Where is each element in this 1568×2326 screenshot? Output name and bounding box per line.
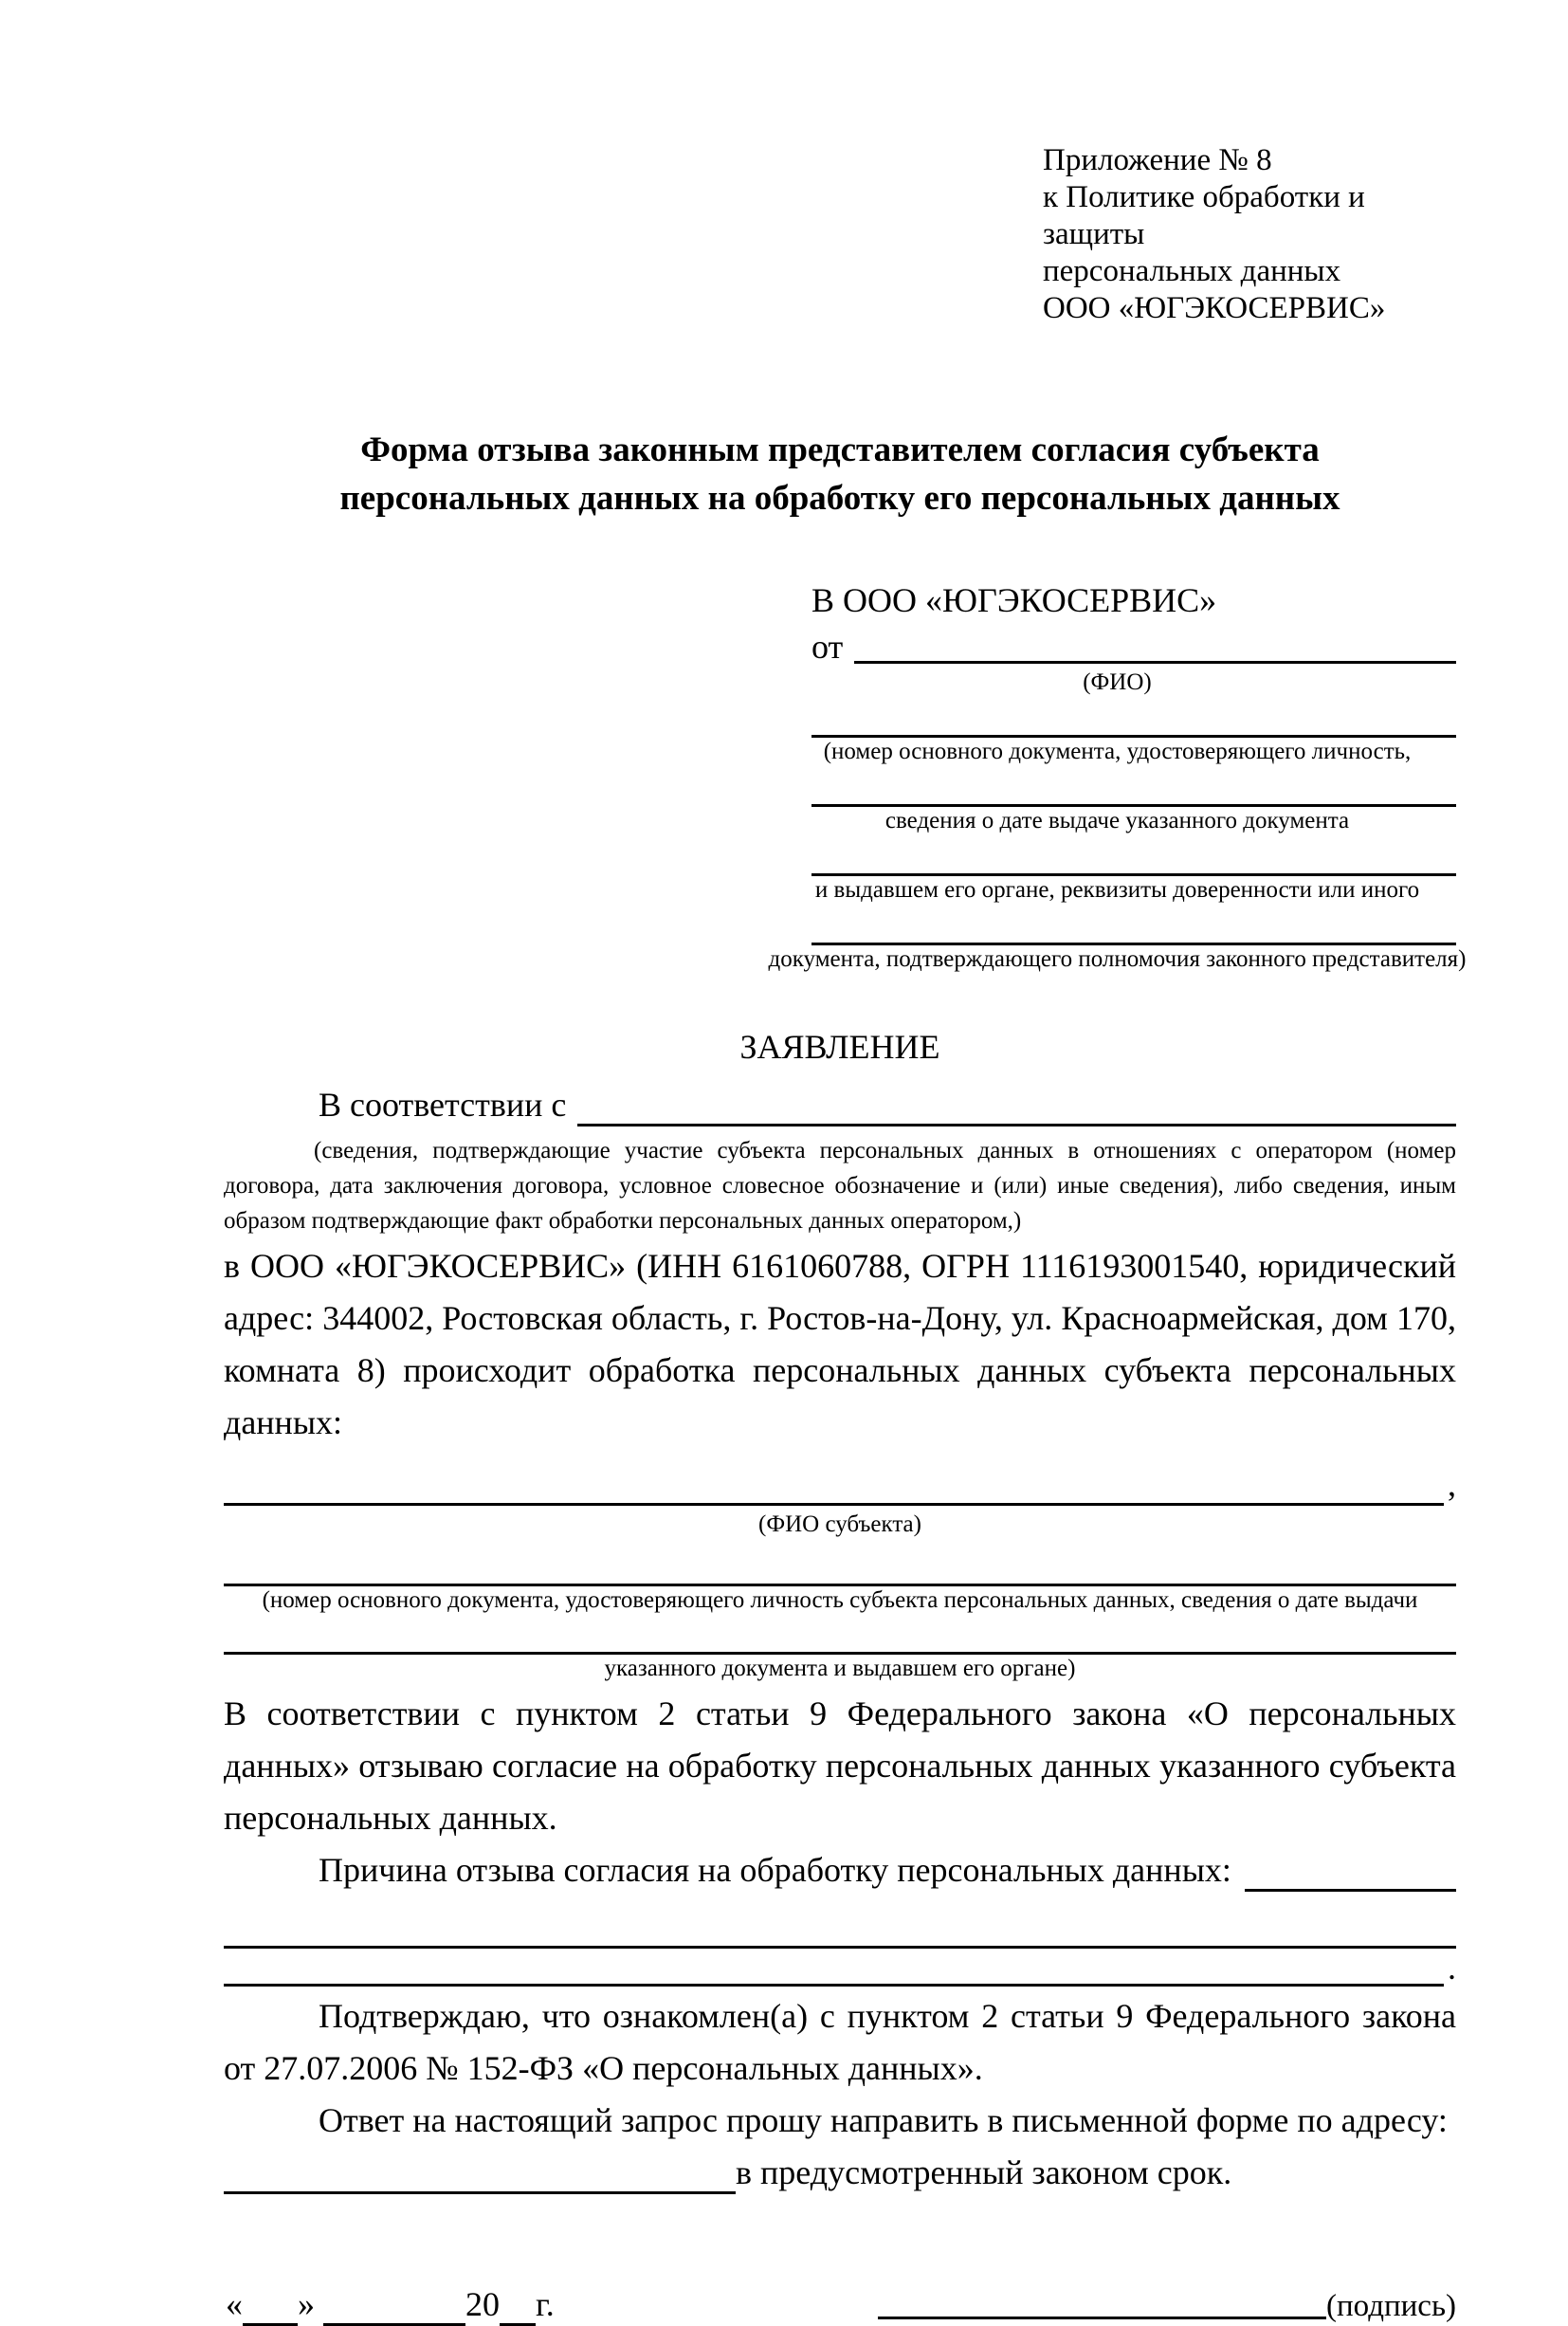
extra-blank-line-2-row (224, 1949, 1456, 1987)
extra-blank-line-2[interactable] (224, 1984, 1444, 1987)
signature-group (878, 2286, 1456, 2326)
from-label: от (811, 628, 844, 666)
signature-row (224, 2282, 1456, 2326)
date-group (224, 2282, 555, 2326)
signature-caption: (подпись) (1326, 2289, 1456, 2323)
operator-paragraph: в ООО «ЮГЭКОСЕРВИС» (ИНН 6161060788, ОГРН 1116193001540, юридический адрес: 344002, Ростовская область, г. Ростов-на-Дону, ул. Красноармейская, дом 170, комната 8) происходит обработка персональных данных субъекта персональных данных: (224, 1247, 1456, 1441)
date-close-quote: » (298, 2285, 315, 2323)
doc-blank-line-3[interactable] (811, 834, 1456, 876)
subject-fio-line (224, 1458, 1456, 1511)
fio-caption: (ФИО) (1083, 669, 1152, 695)
extra-blank-line-1[interactable] (224, 1896, 1456, 1949)
reason-blank-line[interactable] (1245, 1889, 1456, 1892)
intro-line (224, 1079, 1456, 1131)
addressee-to: В ООО «ЮГЭКОСЕРВИС» (811, 581, 1217, 619)
reason-prefix: Причина отзыва согласия на обработку персональных данных: (319, 1851, 1231, 1889)
subject-fio-comma: , (1448, 1465, 1456, 1503)
signature-blank-line[interactable] (878, 2317, 1326, 2319)
subject-doc-blank-line-2[interactable] (224, 1614, 1456, 1655)
reply-address-blank-line[interactable] (224, 2191, 736, 2194)
doc-blank-line-4[interactable] (811, 904, 1456, 945)
subject-doc-caption-2: указанного документа и выдавшем его органе) (604, 1656, 1076, 1681)
reply-line-2 (224, 2147, 1456, 2199)
intro-blank-line[interactable] (577, 1124, 1456, 1126)
header-note-line: персональных данных (1043, 254, 1341, 288)
title-line-1: Форма отзыва законным представителем согласия субъекта (360, 430, 1320, 469)
title-line-2: персональных данных на обработку его персональных данных (339, 479, 1340, 518)
subject-fio-caption: (ФИО субъекта) (758, 1511, 921, 1537)
header-note (1043, 142, 1456, 327)
doc-caption-3: и выдавшем его органе, реквизиты доверенности или иного (814, 877, 1420, 903)
addressee-from-row (811, 625, 1456, 668)
document-title (224, 426, 1456, 522)
year-suffix: г. (536, 2285, 555, 2323)
header-note-line: ООО «ЮГЭКОСЕРВИС» (1043, 291, 1386, 325)
intro-note: (сведения, подтверждающие участие субъекта персональных данных в отношениях с оператором (номер договора, дата заключения договора, условное словесное обозначение и (или) иные сведения), либо сведения, иным образом подтверждающие факт обработки персональных данных оператором,) (224, 1138, 1456, 1234)
doc-caption-2: сведения о дате выдаче указанного документа (884, 808, 1350, 833)
subject-doc-blank-line-1[interactable] (224, 1538, 1456, 1586)
reply-paragraph-line-1: Ответ на настоящий запрос прошу направить в письменной форме по адресу: (319, 2101, 1448, 2139)
addressee-block (768, 579, 1467, 973)
year-blank[interactable] (500, 2295, 536, 2326)
doc-blank-line-2[interactable] (811, 765, 1456, 807)
header-note-line: Приложение № 8 (1043, 143, 1272, 177)
statement-heading: ЗАЯВЛЕНИЕ (739, 1028, 940, 1066)
reply-suffix: в предусмотренный законом срок. (736, 2153, 1232, 2191)
intro-prefix: В соответствии с (319, 1086, 567, 1124)
day-blank[interactable] (243, 2295, 298, 2326)
subject-fio-blank-line[interactable] (224, 1503, 1444, 1506)
doc-caption-4: документа, подтверждающего полномочия законного представителя) (768, 946, 1467, 972)
month-blank[interactable] (323, 2295, 465, 2326)
confirm-paragraph: Подтверждаю, что ознакомлен(а) с пунктом 2 статьи 9 Федерального закона от 27.07.2006 № 152-ФЗ «О персональных данных». (224, 1997, 1456, 2087)
date-open-quote: « (226, 2285, 243, 2323)
blank-period: . (1448, 1949, 1456, 1987)
fio-blank-line[interactable] (854, 661, 1456, 664)
reason-line (224, 1844, 1456, 1896)
doc-blank-line-1[interactable] (811, 696, 1456, 738)
year-prefix: 20 (465, 2285, 500, 2323)
doc-caption-1: (номер основного документа, удостоверяющего личность, (823, 739, 1412, 764)
header-note-line: к Политике обработки и защиты (1043, 180, 1365, 251)
subject-doc-caption-1: (номер основного документа, удостоверяющего личность субъекта персональных данных, сведения о дате выдачи (262, 1587, 1418, 1613)
withdraw-paragraph: В соответствии с пунктом 2 статьи 9 Федерального закона «О персональных данных» отзываю согласие на обработку персональных данных указанного субъекта персональных данных. (224, 1694, 1456, 1837)
